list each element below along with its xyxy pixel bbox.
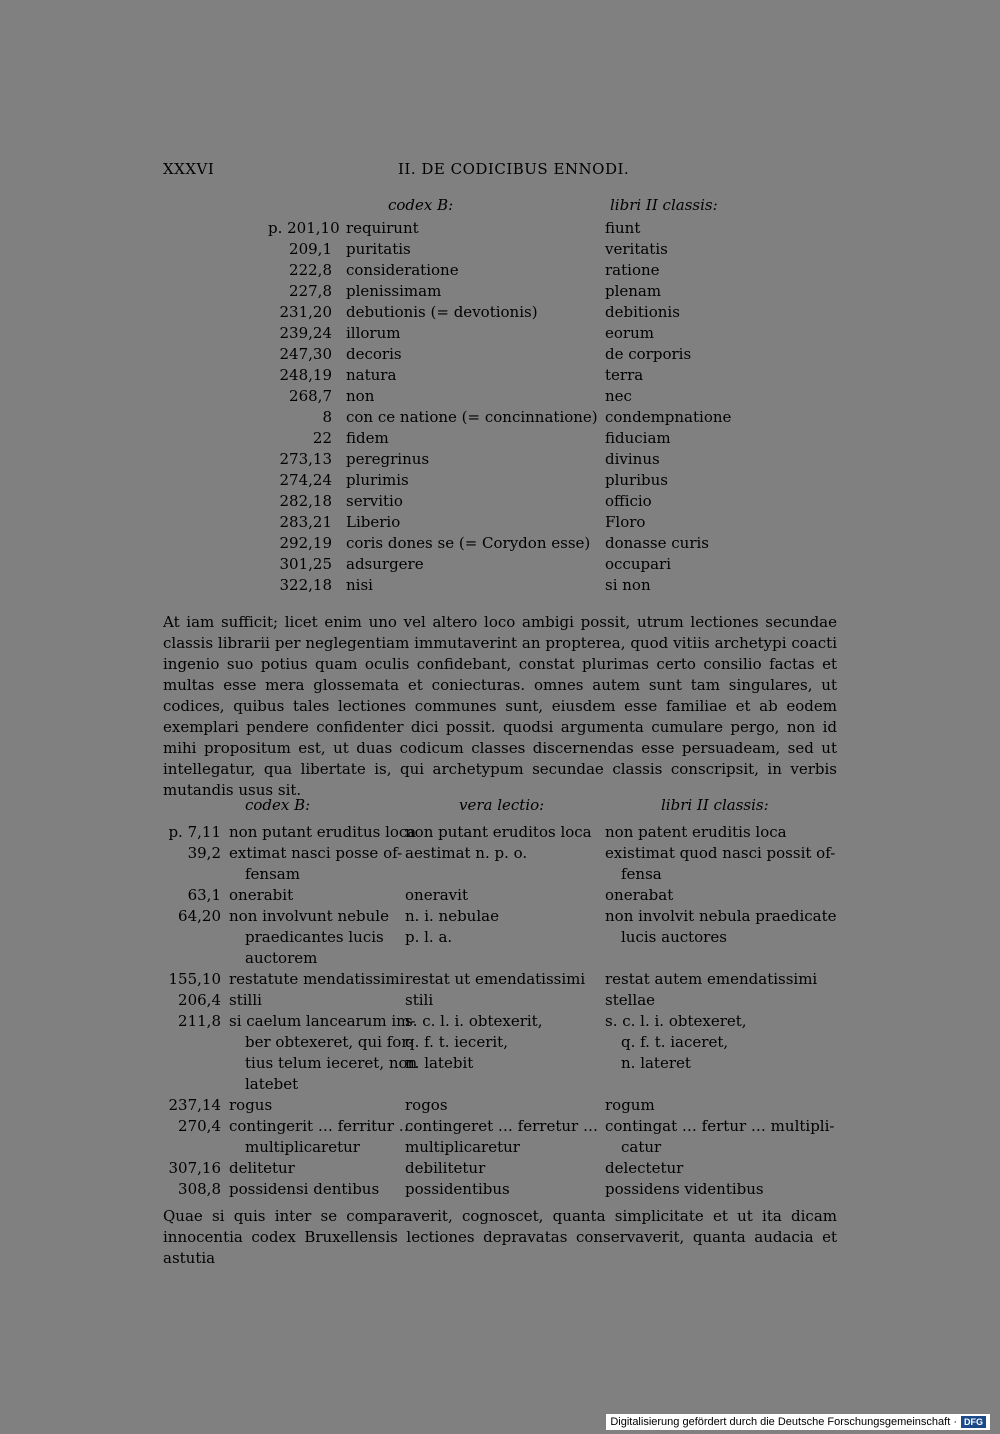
libri-cell: de corporis (605, 345, 692, 363)
table-row (268, 302, 738, 323)
codex-b-cell (229, 1158, 395, 1179)
codex-b-cell: decoris (346, 345, 402, 363)
ref-cell: 209,1 (289, 240, 332, 258)
cell-line: non patent eruditis loca (605, 823, 787, 841)
cell-line: si caelum lancearum im- (229, 1012, 416, 1030)
cell-line: fensa (621, 865, 662, 883)
table-row (163, 822, 837, 843)
libri-cell: eorum (605, 324, 654, 342)
table-2-col-codex-b: codex B: (245, 796, 311, 814)
ref-cell: 292,19 (279, 534, 332, 552)
table-row (163, 1095, 837, 1116)
cell-line: non involvit nebula praedicate (605, 907, 837, 925)
cell-line: contingerit … ferritur … (229, 1117, 414, 1135)
ref-cell: 322,18 (279, 576, 332, 594)
codex-b-cell: plurimis (346, 471, 409, 489)
table-1-header (268, 196, 738, 218)
cell-line: onerabit (229, 886, 294, 904)
vera-lectio-cell (405, 1158, 599, 1179)
ref-cell: 8 (322, 408, 332, 426)
ref-cell: 270,4 (178, 1117, 221, 1135)
cell-line: stili (405, 991, 434, 1009)
ref-cell: 22 (312, 429, 332, 447)
ref-cell: 301,25 (279, 555, 332, 573)
codex-b-cell: nisi (346, 576, 373, 594)
vera-lectio-cell (405, 1095, 599, 1116)
libri-cell (605, 990, 837, 1011)
cell-line: aestimat n. p. o. (405, 844, 528, 862)
table-row (163, 906, 837, 969)
page-number: XXXVI (163, 160, 215, 178)
table-row (163, 885, 837, 906)
cell-line: delitetur (229, 1159, 295, 1177)
libri-cell: fiduciam (605, 429, 671, 447)
libri-cell: plenam (605, 282, 662, 300)
libri-cell: terra (605, 366, 644, 384)
libri-cell (605, 1158, 837, 1179)
codex-b-cell (229, 885, 395, 906)
cell-line: stilli (229, 991, 262, 1009)
table-row (268, 512, 738, 533)
cell-line: fensam (245, 865, 300, 883)
libri-cell: debitionis (605, 303, 680, 321)
table-1-col-libri: libri II classis: (610, 196, 718, 214)
codex-b-cell: debutionis (= devotionis) (346, 303, 538, 321)
libri-cell (605, 1179, 837, 1200)
cell-line: s. c. l. i. obtexerit, (405, 1012, 543, 1030)
vera-lectio-cell (405, 843, 599, 864)
codex-b-cell: plenissimam (346, 282, 442, 300)
libri-cell (605, 822, 837, 843)
codex-b-cell: non (346, 387, 375, 405)
ref-cell: 239,24 (279, 324, 332, 342)
codex-b-cell (229, 1095, 395, 1116)
codex-b-cell (229, 843, 403, 885)
cell-line: existimat quod nasci possit of- (605, 844, 836, 862)
variant-table-2 (163, 796, 837, 1200)
table-row (268, 281, 738, 302)
cell-line: multiplicaretur (405, 1138, 520, 1156)
table-2-col-libri: libri II classis: (661, 796, 769, 814)
table-2-header (163, 796, 837, 822)
cell-line: p. l. a. (405, 928, 453, 946)
cell-line: contingeret … ferretur … (405, 1117, 598, 1135)
table-row (268, 575, 738, 596)
codex-b-cell (229, 822, 417, 843)
ref-cell: 63,1 (187, 886, 221, 904)
ref-cell: 307,16 (168, 1159, 221, 1177)
table-row (163, 1179, 837, 1200)
libri-cell: condempnatione (605, 408, 732, 426)
table-row (268, 428, 738, 449)
codex-b-cell (229, 1116, 414, 1158)
table-row (163, 1011, 837, 1095)
libri-cell: nec (605, 387, 632, 405)
libri-cell (605, 1116, 837, 1158)
table-row (268, 260, 738, 281)
cell-line: lucis auctores (621, 928, 727, 946)
libri-cell (605, 843, 837, 885)
libri-cell (605, 906, 837, 948)
cell-line: restat autem emendatissimi (605, 970, 818, 988)
table-row (268, 386, 738, 407)
digitization-footer (606, 1414, 990, 1430)
table-2-col-vera-lectio: vera lectio: (459, 796, 545, 814)
table-row (268, 470, 738, 491)
table-row (163, 990, 837, 1011)
ref-cell: 268,7 (289, 387, 332, 405)
ref-cell: 39,2 (187, 844, 221, 862)
libri-cell: donasse curis (605, 534, 710, 552)
vera-lectio-cell (405, 822, 599, 843)
libri-cell: officio (605, 492, 652, 510)
table-row (268, 323, 738, 344)
ref-cell: p. 201,10 (268, 219, 340, 237)
cell-line: auctorem (245, 949, 318, 967)
libri-cell (605, 969, 837, 990)
cell-line: possidentibus (405, 1180, 510, 1198)
libri-cell: occupari (605, 555, 672, 573)
ref-cell: 237,14 (168, 1096, 221, 1114)
table-row (268, 365, 738, 386)
table-1-col-codex-b: codex B: (388, 196, 454, 214)
codex-b-cell (229, 906, 395, 969)
cell-line: q. f. t. iaceret, (621, 1033, 729, 1051)
ref-cell: 227,8 (289, 282, 332, 300)
cell-line: non involvunt nebule (229, 907, 389, 925)
codex-b-cell: adsurgere (346, 555, 424, 573)
vera-lectio-cell (405, 906, 599, 948)
table-row (268, 449, 738, 470)
libri-cell (605, 1011, 837, 1074)
table-row (163, 969, 837, 990)
cell-line: possidens videntibus (605, 1180, 764, 1198)
table-row (163, 843, 837, 885)
cell-line: non putant eruditus loca (229, 823, 417, 841)
libri-cell: Floro (605, 513, 646, 531)
footer-text: Digitalisierung gefördert durch die Deutsche Forschungsgemeinschaft · (610, 1416, 957, 1428)
codex-b-cell: puritatis (346, 240, 411, 258)
cell-line: ber obtexeret, qui for- (245, 1033, 414, 1051)
libri-cell: fiunt (605, 219, 641, 237)
cell-line: catur (621, 1138, 662, 1156)
cell-line: rogus (229, 1096, 273, 1114)
codex-b-cell: coris dones se (= Corydon esse) (346, 534, 591, 552)
cell-line: n. i. nebulae (405, 907, 499, 925)
cell-line: latebet (245, 1075, 299, 1093)
codex-b-cell: requirunt (346, 219, 419, 237)
ref-cell: 274,24 (279, 471, 332, 489)
libri-cell: veritatis (605, 240, 668, 258)
cell-line: non putant eruditos loca (405, 823, 592, 841)
codex-b-cell: Liberio (346, 513, 401, 531)
table-row (268, 533, 738, 554)
codex-b-cell (229, 1179, 395, 1200)
cell-line: extimat nasci posse of- (229, 844, 403, 862)
ref-cell: 222,8 (289, 261, 332, 279)
libri-cell (605, 1095, 837, 1116)
codex-b-cell: consideratione (346, 261, 459, 279)
codex-b-cell (229, 969, 405, 990)
cell-line: tius telum ieceret, non (245, 1054, 418, 1072)
cell-line: delectetur (605, 1159, 684, 1177)
ref-cell: 155,10 (168, 970, 221, 988)
vera-lectio-cell (405, 1116, 599, 1158)
table-row (268, 344, 738, 365)
paragraph-2: Quae si quis inter se comparaverit, cognoscet, quanta simplicitate et ut ita dicam innocentia codex Bruxellensis lectiones depravatas conservaverit, quanta audacia et astutia (163, 1207, 837, 1267)
libri-cell: divinus (605, 450, 660, 468)
vera-lectio-cell (405, 885, 599, 906)
codex-b-cell: illorum (346, 324, 401, 342)
cell-line: n. lateret (621, 1054, 691, 1072)
codex-b-cell (229, 1011, 418, 1095)
cell-line: s. c. l. i. obtexeret, (605, 1012, 747, 1030)
cell-line: oneravit (405, 886, 468, 904)
ref-cell: p. 7,11 (168, 823, 221, 841)
cell-line: debilitetur (405, 1159, 486, 1177)
dfg-logo: DFG (961, 1416, 986, 1428)
ref-cell: 247,30 (279, 345, 332, 363)
codex-b-cell (229, 990, 395, 1011)
table-row (268, 407, 738, 428)
libri-cell: pluribus (605, 471, 668, 489)
libri-cell: ratione (605, 261, 660, 279)
variant-table-1 (268, 196, 738, 596)
ref-cell: 231,20 (279, 303, 332, 321)
libri-cell: si non (605, 576, 651, 594)
table-row (268, 239, 738, 260)
libri-cell (605, 885, 837, 906)
table-row (268, 554, 738, 575)
cell-line: n. latebit (405, 1054, 474, 1072)
ref-cell: 273,13 (279, 450, 332, 468)
cell-line: restatute mendatissimi (229, 970, 405, 988)
ref-cell: 211,8 (178, 1012, 221, 1030)
cell-line: praedicantes lucis (245, 928, 384, 946)
paragraph-1: At iam sufficit; licet enim uno vel altero loco ambigi possit, utrum lectiones secundae classis librarii per neglegentiam immutaverint an propterea, quod vitiis archetypi coacti ingenio suo potius quam oculis confidebant, constat plurimas certo consilio factas et multas esse mera glossemata et coniecturas. omnes autem sunt tam singulares, ut codices, quibus tales lectiones communes sunt, eiusdem esse familiae et ab eodem exemplari pendere confidenter dici possit. quodsi argumenta cumulare pergo, non id mihi propositum est, ut duas codicum classes discernendas esse persuadeam, sed ut intellegatur, qua libertate is, qui archetypum secundae classis conscripsit, in verbis mutandis usus sit. (163, 613, 837, 799)
cell-line: contingat … fertur … multipli- (605, 1117, 835, 1135)
ref-cell: 308,8 (178, 1180, 221, 1198)
table-row (163, 1116, 837, 1158)
ref-cell: 282,18 (279, 492, 332, 510)
running-title: II. DE CODICIBUS ENNODI. (398, 160, 630, 178)
codex-b-cell: peregrinus (346, 450, 430, 468)
codex-b-cell: servitio (346, 492, 403, 510)
cell-line: possidensi dentibus (229, 1180, 380, 1198)
cell-line: stellae (605, 991, 656, 1009)
vera-lectio-cell (405, 969, 599, 990)
ref-cell: 206,4 (178, 991, 221, 1009)
cell-line: q. f. t. iecerit, (405, 1033, 508, 1051)
vera-lectio-cell (405, 1179, 599, 1200)
ref-cell: 248,19 (279, 366, 332, 384)
cell-line: onerabat (605, 886, 674, 904)
cell-line: restat ut emendatissimi (405, 970, 586, 988)
codex-b-cell: fidem (346, 429, 389, 447)
table-row (268, 491, 738, 512)
vera-lectio-cell (405, 1011, 599, 1074)
ref-cell: 283,21 (279, 513, 332, 531)
cell-line: rogos (405, 1096, 448, 1114)
ref-cell: 64,20 (178, 907, 221, 925)
codex-b-cell: natura (346, 366, 397, 384)
codex-b-cell: con ce natione (= concinnatione) (346, 408, 598, 426)
vera-lectio-cell (405, 990, 599, 1011)
table-row (268, 218, 738, 239)
table-row (163, 1158, 837, 1179)
cell-line: rogum (605, 1096, 655, 1114)
cell-line: multiplicaretur (245, 1138, 360, 1156)
